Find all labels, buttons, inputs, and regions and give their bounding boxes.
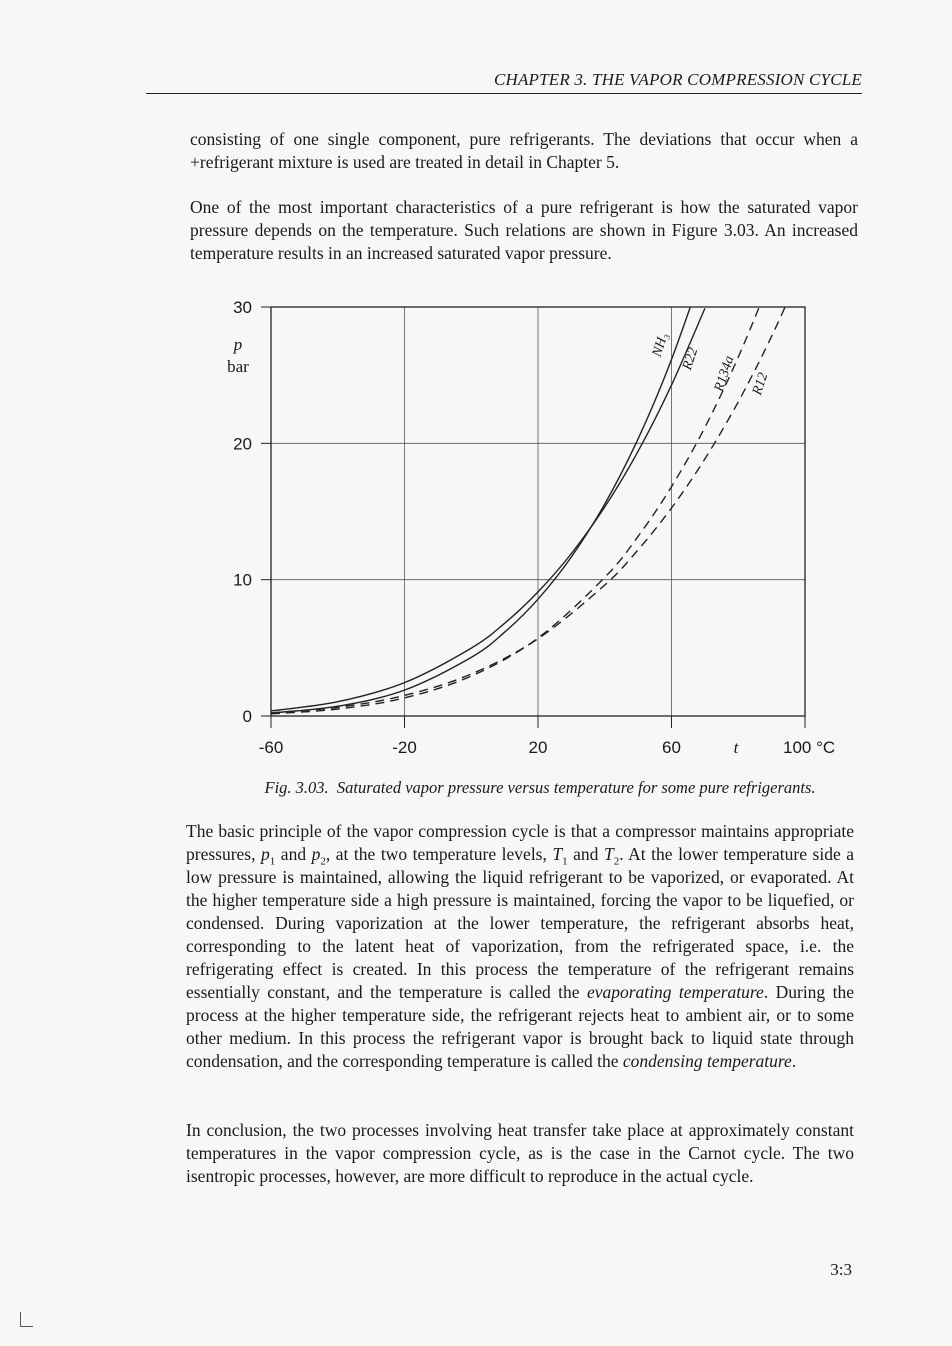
x-tick-label: -20: [392, 738, 417, 757]
p1-subscript: 1: [269, 855, 276, 868]
running-header: CHAPTER 3. THE VAPOR COMPRESSION CYCLE: [493, 70, 862, 89]
p1-symbol: p: [261, 844, 270, 864]
series-label-nh: NH₃: [649, 331, 672, 359]
paragraph-1: consisting of one single component, pure refrigerants. The deviations that occur when a +refrigerant mixture is used are treated in detail in Chapter 5.: [190, 129, 858, 172]
t1-subscript: 1: [562, 855, 568, 868]
evaporating-temperature-term: evaporating temperature: [586, 982, 764, 1002]
series-label-r134a: R134a: [711, 354, 738, 394]
x-tick-label: 60: [662, 738, 681, 757]
x-tick-label: 100 °C: [783, 738, 836, 757]
paragraph-4: In conclusion, the two processes involving heat transfer take place at approximately constant temperatures in the vapor compression cycle, as is the case in the Carnot cycle. The two isentropic processes, however, are more difficult to reproduce in the actual cycle.: [186, 1120, 854, 1186]
y-axis-label: p: [233, 335, 243, 354]
y-axis-unit: bar: [227, 357, 249, 376]
paragraph-2: One of the most important characteristics of a pure refrigerant is how the saturated vapor pressure depends on the temperature. Such relations are shown in Figure 3.03. An increased temperature results in an increased saturated vapor pressure.: [190, 197, 858, 263]
figure-caption-number: Fig. 3.03.: [264, 778, 329, 797]
p3-text-7: .: [791, 1051, 797, 1071]
series-label-r22: R22: [680, 345, 702, 372]
condensing-temperature-term: condensing temperature: [622, 1051, 792, 1071]
y-tick-label: 10: [233, 570, 252, 590]
y-tick-label: 0: [242, 707, 252, 726]
x-axis-label: t: [733, 738, 739, 757]
p3-text-1: The basic principle of the vapor compression cycle is that a compressor maintains appropriate pressures,: [186, 821, 854, 864]
figure-caption-text: Saturated vapor pressure versus temperature for some pure refrigerants.: [336, 778, 816, 797]
y-tick-label: 20: [233, 434, 252, 454]
page-number: 3:3: [830, 1260, 852, 1279]
x-tick-label: -60: [258, 738, 284, 757]
p2-symbol: p: [311, 844, 321, 864]
p2-subscript: 2: [320, 855, 326, 868]
p3-text-4: and: [567, 844, 604, 864]
scan-corner-mark: [20, 1312, 33, 1327]
y-tick-label: 30: [233, 298, 252, 317]
p3-text-6: . During the process at the higher temperature side, the refrigerant rejects heat to ambient air, or to some other medium. In this process the refrigerant vapor is brought back to liquid state through condensation, and the corresponding temperature is called the: [186, 982, 854, 1071]
series-line-nh: [271, 265, 705, 713]
p3-text-2: and: [275, 844, 312, 864]
p3-text-5: . At the lower temperature side a low pressure is maintained, allowing the liquid refrigerant to be vaporized, or evaporated. At the higher temperature side a high pressure is maintained, forcing the vapor to be liquefied, or condensed. During vaporization at the lower temperature, the refrigerant absorbs heat, corresponding to the latent heat of vaporization, from the refrigerated space, i.e. the refrigerating effect is created. In this process the temperature of the refrigerant remains essentially constant, and the temperature is called the: [186, 844, 855, 1002]
t2-symbol: T: [603, 844, 614, 864]
t1-symbol: T: [552, 844, 563, 864]
x-tick-label: 20: [528, 738, 548, 757]
paragraph-3: [186, 820, 854, 1073]
series-label-r12: R12: [750, 370, 772, 397]
series-line-r22: [271, 308, 705, 711]
figure-caption: [150, 778, 930, 798]
t2-subscript: 2: [613, 855, 620, 868]
p3-text-3: , at the two temperature levels,: [325, 844, 553, 864]
